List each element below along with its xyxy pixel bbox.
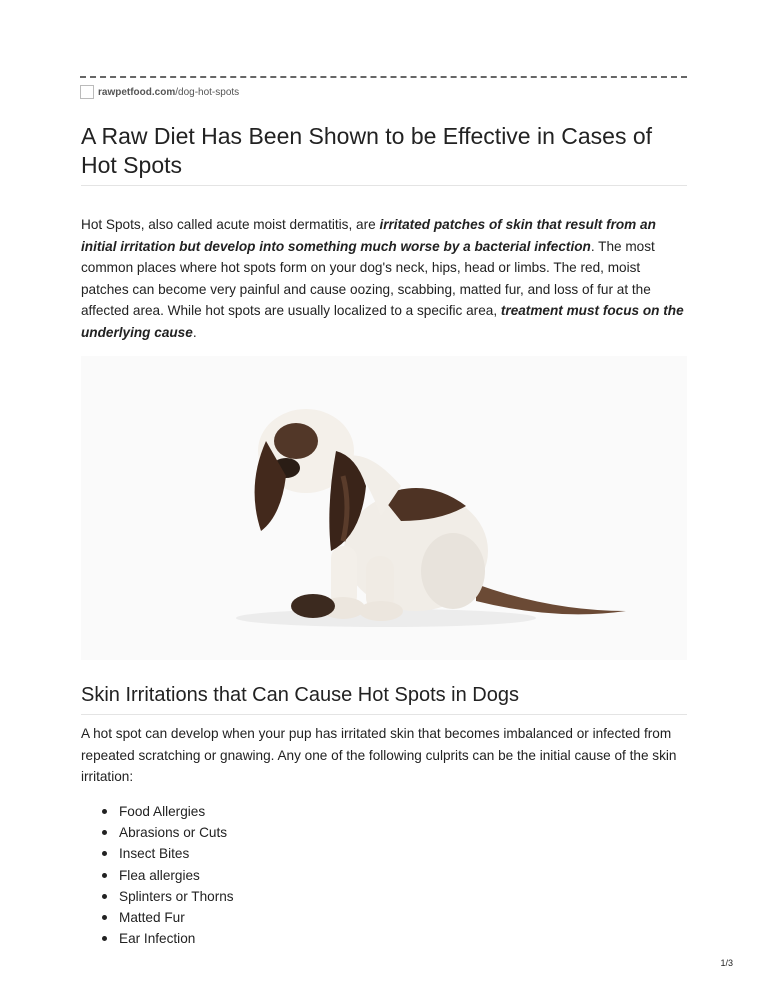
list-item: Splinters or Thorns: [100, 886, 234, 907]
section-heading: Skin Irritations that Can Cause Hot Spots in Dogs: [81, 684, 519, 706]
title-divider: [81, 185, 687, 186]
list-item: Matted Fur: [100, 907, 234, 928]
list-item: Insect Bites: [100, 843, 234, 864]
list-item: Flea allergies: [100, 865, 234, 886]
list-item: Ear Infection: [100, 928, 234, 949]
intro-paragraph: Hot Spots, also called acute moist dermatitis, are irritated patches of skin that result from an initial irritation but develop into something much worse by a bacterial infection. The most common places where hot spots form on your dog's neck, hips, head or limbs. The red, moist patches can become very painful and cause oozing, scabbing, matted fur, and loss of fur at the affected area. While hot spots are usually localized to a specific area, treatment must focus on the underlying cause.: [81, 217, 684, 340]
favicon-icon: [80, 85, 94, 99]
section-paragraph: A hot spot can develop when your pup has irritated skin that becomes imbalanced or infected from repeated scratching or gnawing. Any one of the following culprits can be the initial cause of the skin irritation:: [81, 726, 677, 784]
article-title: A Raw Diet Has Been Shown to be Effective in Cases of Hot Spots: [81, 123, 653, 178]
causes-list: [100, 801, 234, 949]
list-item: Food Allergies: [100, 801, 234, 822]
source-domain[interactable]: rawpetfood.com: [98, 86, 176, 98]
section-divider: [81, 714, 687, 715]
list-item: Abrasions or Cuts: [100, 822, 234, 843]
dog-scratching-photo: [81, 356, 687, 660]
source-path[interactable]: /dog-hot-spots: [175, 86, 240, 98]
source-url[interactable]: [80, 84, 239, 100]
page-number: 1/3: [720, 958, 733, 968]
intro-emphasis-2: treatment must focus on the underlying cause: [81, 303, 684, 340]
header-dashed-rule: [80, 76, 687, 78]
dog-illustration: [81, 356, 687, 660]
intro-emphasis-1: irritated patches of skin that result from an initial irritation but develop into something much worse by a bacterial infection: [81, 217, 656, 254]
